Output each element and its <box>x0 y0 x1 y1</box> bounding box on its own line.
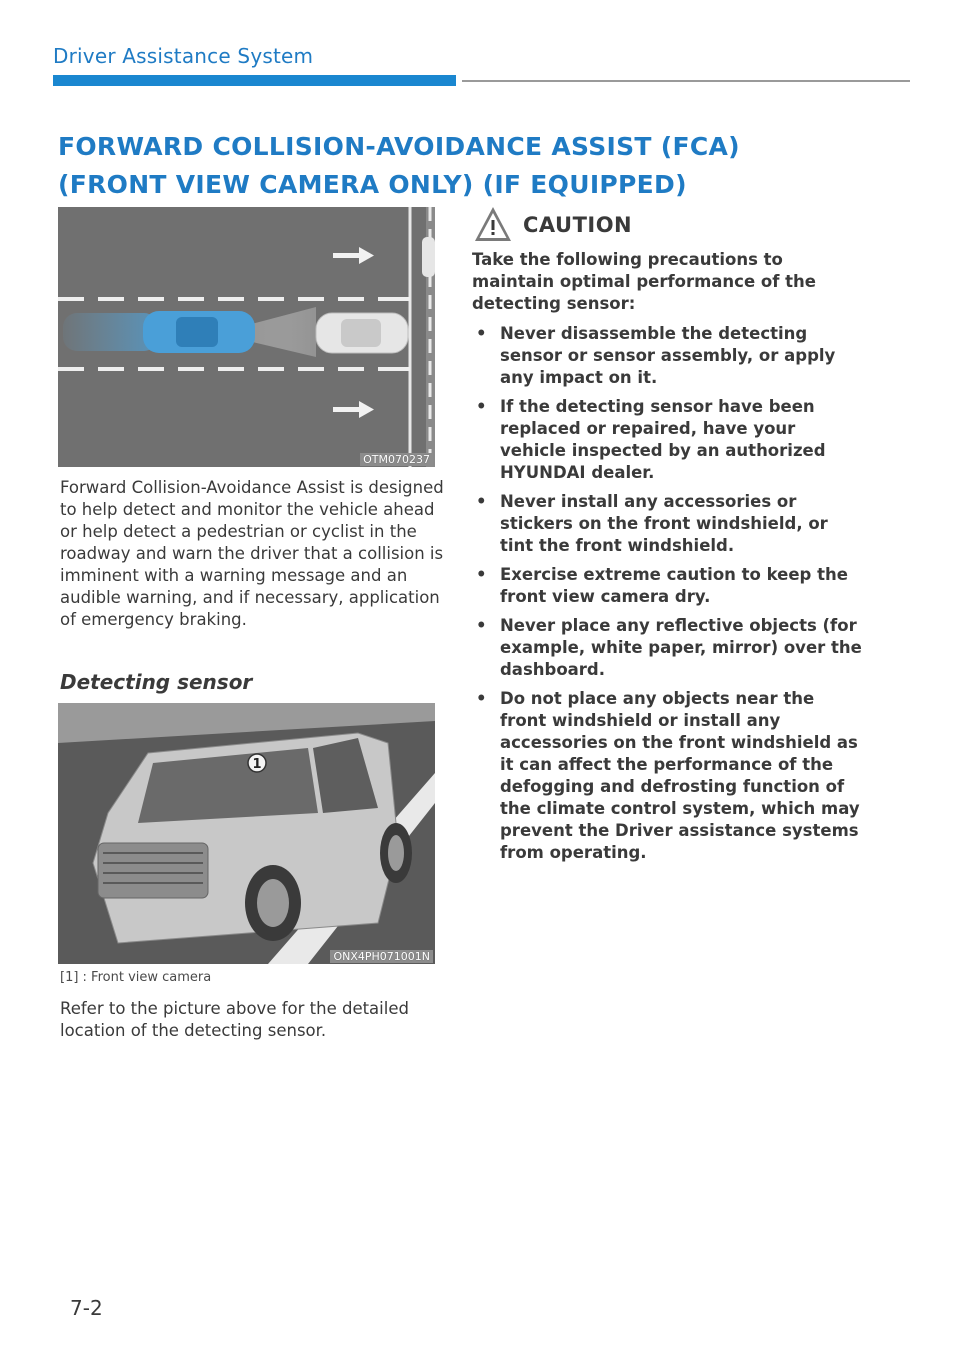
section-title <box>58 128 918 204</box>
caution-heading <box>473 205 632 245</box>
caution-body <box>472 249 862 871</box>
header-rule-blue <box>53 75 456 86</box>
intro-paragraph: Forward Collision-Avoidance Assist is designed to help detect and monitor the vehicle ahead or help detect a pedestrian or cyclist in the roadway and warn the driver that a collision is imminent with a warning message and an audible warning, and if necessary, application of emergency braking. <box>60 478 444 629</box>
warning-triangle-icon <box>473 205 513 245</box>
list-item: • Exercise extreme caution to keep the front view camera dry. <box>472 564 862 608</box>
figure-code: OTM070237 <box>360 453 433 466</box>
road-scene-graphic <box>58 207 435 467</box>
detecting-sensor-heading: Detecting sensor <box>60 670 253 694</box>
vehicle-graphic <box>58 703 435 964</box>
list-item: • Do not place any objects near the front windshield or install any accessories on the front windshield as it can affect the performance of the defogging and defrosting function of the climate control system, which may prevent the Driver assistance systems from operating. <box>472 688 862 864</box>
fca-road-illustration <box>58 207 435 467</box>
sensor-location-text: Refer to the picture above for the detailed location of the detecting sensor. <box>60 999 409 1040</box>
figure-caption: [1] : Front view camera <box>60 970 212 985</box>
vehicle-sensor-illustration <box>58 703 435 964</box>
figure-code: ONX4PH071001N <box>330 950 433 963</box>
section-title-line1: FORWARD COLLISION-AVOIDANCE ASSIST (FCA) <box>58 132 740 161</box>
running-header: Driver Assistance System <box>53 44 314 68</box>
page-number: 7-2 <box>70 1296 103 1320</box>
caution-label: CAUTION <box>523 213 633 237</box>
header-rule-gray <box>462 80 910 82</box>
list-item: • If the detecting sensor have been replaced or repaired, have your vehicle inspected by an authorized HYUNDAI dealer. <box>472 396 862 484</box>
caution-intro: Take the following precautions to maintain optimal performance of the detecting sensor: <box>472 250 816 313</box>
list-item: • Never disassemble the detecting sensor or sensor assembly, or apply any impact on it. <box>472 323 862 389</box>
list-item: • Never install any accessories or stickers on the front windshield, or tint the front windshield. <box>472 491 862 557</box>
caution-list <box>472 323 862 864</box>
section-title-line2: (FRONT VIEW CAMERA ONLY) (IF EQUIPPED) <box>58 170 687 199</box>
list-item: • Never place any reflective objects (for example, white paper, mirror) over the dashboard. <box>472 615 862 681</box>
callout-number: 1 <box>252 757 262 772</box>
